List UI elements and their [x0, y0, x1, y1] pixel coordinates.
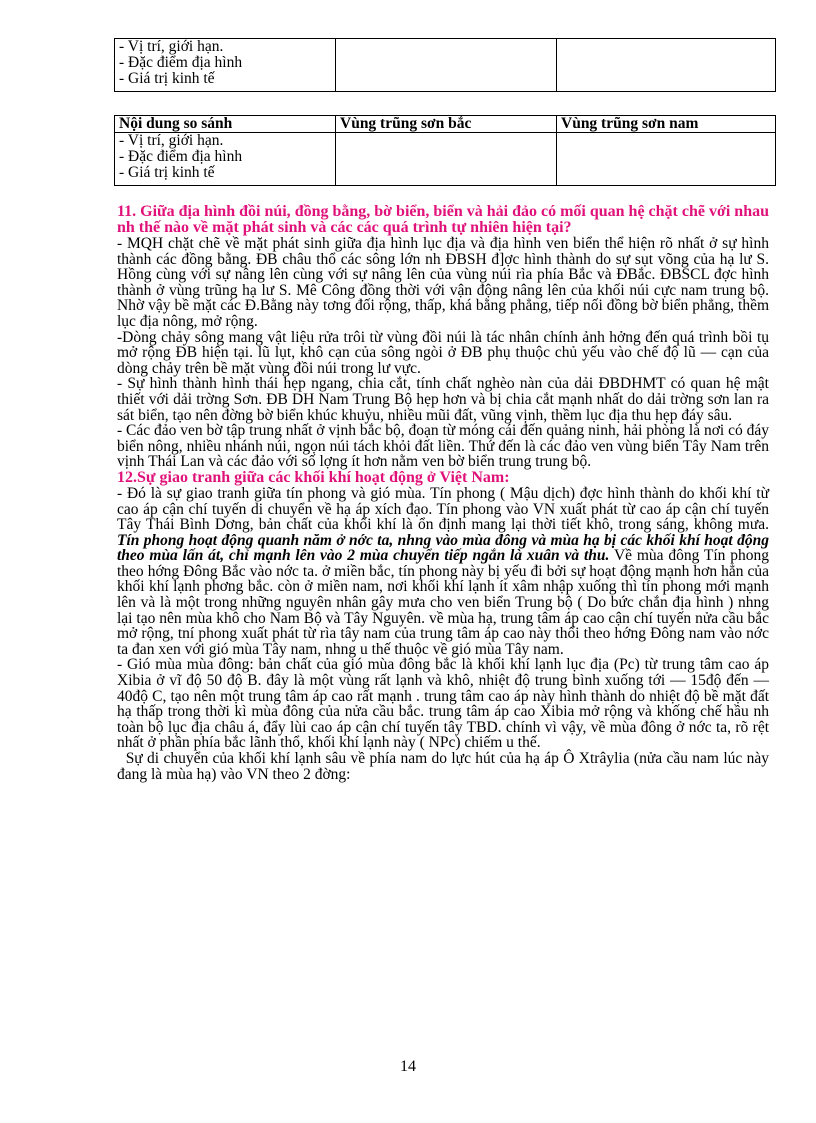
- table-cell: - Vị trí, giới hạn. - Đặc điểm địa hình - Giá trị kinh tế: [115, 133, 336, 186]
- table-row: [115, 39, 776, 92]
- header-north-basin: Vùng trũng sơn bắc: [336, 116, 557, 133]
- q11-paragraph-2: -Dòng chảy sông mang vật liệu rửa trôi từ vùng đồi núi là tác nhân chính ảnh hởng đến quá trình bồi tụ mở rộng ĐB hiện tại. lũ lụt, khô cạn của sông ngòi ở ĐB phụ thuộc chủ yếu vào chế độ lũ — cạn của dòng chảy trên bề mặt vùng đồi núi trong lư vực.: [117, 328, 769, 377]
- table-row: [115, 133, 776, 186]
- table-cell: [557, 133, 776, 186]
- q11-paragraph-4: - Các đảo ven bờ tập trung nhất ở vịnh bắc bộ, đoạn từ móng cái đến quảng ninh, hải phòng là nơi có đáy biển nông, nhiều nhánh núi, ngọn núi tách khỏi đất liền. Thứ đến là các đảo ven vùng biển Tây Nam trên vịnh Thái Lan và các đảo với số lợng ít hơn nằm ven bờ biển trung trung bộ.: [117, 422, 769, 471]
- table-cell: - Vị trí, giới hạn. - Đặc điểm địa hình - Giá trị kinh tế: [115, 39, 336, 92]
- question-12-heading: 12.Sự giao tranh giữa các khối khí hoạt động ở Việt Nam:: [117, 468, 510, 486]
- q12-p1-emphasis: Tín phong hoạt động quanh năm ở nớc ta, nhng vào mùa đông và mùa hạ bị các khối khí hoạt động theo mùa lấn át, chỉ mạnh lên vào 2 mùa chuyển tiếp ngắn là xuân và thu.: [117, 531, 769, 565]
- table-cell: [336, 39, 557, 92]
- q12-p1-text-a: - Đó là sự giao tranh giữa tín phong và gió mùa. Tín phong ( Mậu dịch) đợc hình thành do khối khí từ cao áp cận chí tuyến di chuyển về hạ áp xích đạo. Tín phong vào VN xuất phát từ cao áp cận chí tuyến Tây Thái Bình Dơng, bản chất của khối khí là ổn định mang lại thời tiết khô, trong sáng, không mưa.: [117, 484, 769, 534]
- q12-paragraph-3: Sự di chuyển của khối khí lạnh sâu về phía nam do lực hút của hạ áp Ô Xtrâylia (nửa cầu nam lúc này đang là mùa hạ) vào VN theo 2 đờng:: [117, 750, 773, 783]
- q12-p1-text-c: Về mùa đông Tín phong theo hớng Đông Bắc vào nớc ta. ở miền bắc, tín phong này bị yếu đi bởi sự hoạt động mạnh hơn hẳn của khối khí lạnh phơng bắc. còn ở miền nam, nơi khối khí lạnh ít xâm nhập xuống thì tín phong mới mạnh lên và là một trong những nguyên nhân gây mưa cho ven biển Trung bộ ( Do bức chắn địa hình ) nhng lại tạo nên mùa khô cho Nam Bộ và Tây Nguyên. về mùa hạ, trung tâm áp cao cận chí tuyến nửa cầu bắc mở rộng, tní phong xuất phát từ rìa tây nam của trung tâm áp cao này thổi theo hớng Đông nam vào nớc ta đan xen với gió mùa Tây nam, nhng u thế thuộc về gió mùa Tây nam.: [117, 547, 770, 658]
- header-south-basin: Vùng trũng sơn nam: [557, 116, 776, 133]
- question-11-heading: 11. Giữa địa hình đồi núi, đồng bằng, bờ biển, biển và hải đảo có mối quan hệ chặt chẽ với nhau nh thế nào về mặt phát sinh và các các quá trình tự nhiên hiện tại?: [117, 203, 769, 236]
- page-number: 14: [400, 1058, 416, 1075]
- comparison-table: [114, 115, 776, 186]
- q12-paragraph-1: [117, 486, 769, 658]
- table-header-row: [115, 116, 776, 133]
- table-cell: [336, 133, 557, 186]
- comparison-table-top: [114, 38, 776, 92]
- document-body: [117, 203, 773, 783]
- header-content: Nội dung so sánh: [115, 116, 336, 133]
- q11-paragraph-3: - Sự hình thành hình thái hẹp ngang, chia cắt, tính chất nghèo nàn của dải ĐBDHMT có quan hệ mật thiết với dải trờng Sơn. ĐB DH Nam Trung Bộ hẹp hơn và bị chia cắt mạnh nhất do dải trờng sơn lan ra sát biển, tạo nên đờng bờ biển khúc khuỷu, nhiều mũi đất, vũng vịnh, thềm lục địa thu hẹp đáy sâu.: [117, 375, 769, 424]
- table-cell: [557, 39, 776, 92]
- q12-paragraph-2: - Gió mùa mùa đông: bản chất của gió mùa đông bắc là khối khí lạnh lục địa (Pc) từ trung tâm cao áp Xibia ở vĩ độ 50 độ B. đây là một vùng rất lạnh và khô, nhiệt độ trung bình xuống tới — 15độ đến — 40độ C, tạo nên một trung tâm áp cao rất mạnh . trung tâm cao áp này hình thành do nhiệt độ bề mặt đất hạ thấp trong thời kì mùa đông của nửa cầu bắc. trung tâm áp cao Xibia mở rộng và khống chế hầu nh toàn bộ lục địa châu á, đẩy lùi cao áp cận chí tuyến tây TBD. chính vì vậy, về mùa đông ở nớc ta, rõ rệt nhất ở phần phía bắc lãnh thổ, khối khí lạnh này ( NPc) chiếm u thế.: [117, 656, 769, 752]
- q11-paragraph-1: - MQH chặt chẽ về mặt phát sinh giữa địa hình lục địa và địa hình ven biển thể hiện rõ nhất ở sự hình thành các đồng bằng. ĐB châu thổ các sông lớn nh ĐBSH đ]ợc hình thành do sự sụt võng của hạ lư S. Hồng cùng với sự nâng lên cùng với sự nâng lên của vùng núi rìa phía Bắc và ĐBắc. ĐBSCL đợc hình thành ở vùng trũng hạ lư S. Mê Công đồng thời với vận động nâng lên của khối núi cực nam trung bộ. Nhờ vậy bề mặt các Đ.Bằng này tơng đối rộng, thấp, khá bằng phẳng, tiếp nối đồng bờ biển phẳng, thềm lục địa nông, mở rộng.: [117, 235, 769, 330]
